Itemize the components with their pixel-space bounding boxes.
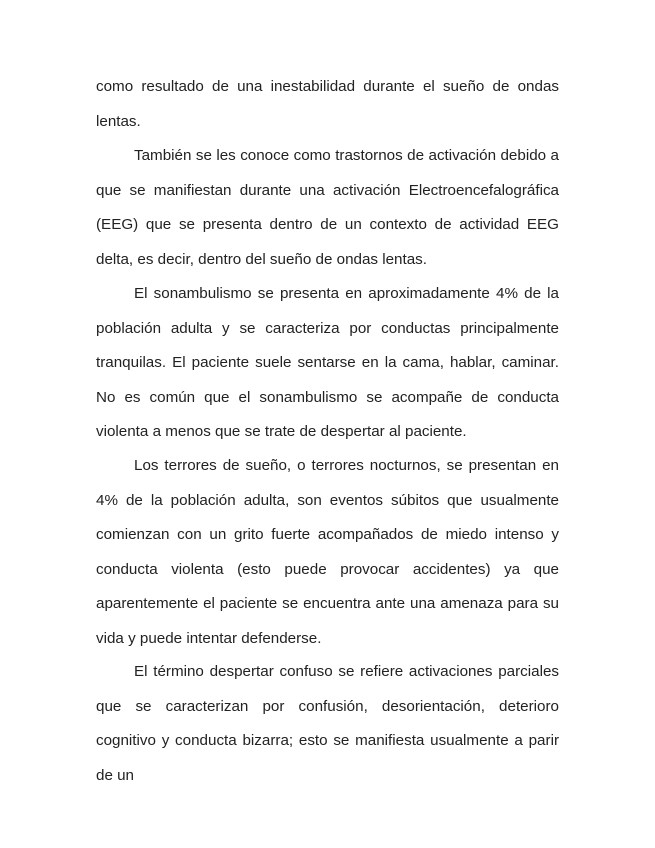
paragraph-arousal-disorders: También se les conoce como trastornos de activación debido a que se manifiestan durante una activación Electroencefalográfica (EEG) que se presenta dentro de un contexto de actividad EEG delta, es decir, dentro del sueño de ondas lentas.: [96, 147, 559, 268]
paragraph-night-terrors: Los terrores de sueño, o terrores nocturnos, se presentan en 4% de la población adulta, son eventos súbitos que usualmente comienzan con un grito fuerte acompañados de miedo intenso y conducta violenta (esto puede provocar accidentes) ya que aparentemente el paciente se encuentra ante una amenaza para su vida y puede intentar defenderse.: [96, 457, 559, 647]
paragraph-confusional-arousal: El término despertar confuso se refiere activaciones parciales que se caracterizan por confusión, desorientación, deterioro cognitivo y conducta bizarra; esto se manifiesta usualmente a parir de un: [96, 663, 559, 784]
document-page: [96, 0, 559, 848]
paragraph-continuation: como resultado de una inestabilidad durante el sueño de ondas lentas.: [96, 78, 559, 130]
paragraph-sleepwalking: El sonambulismo se presenta en aproximadamente 4% de la población adulta y se caracteriza por conductas principalmente tranquilas. El paciente suele sentarse en la cama, hablar, caminar. No es común que el sonambulismo se acompañe de conducta violenta a menos que se trate de despertar al paciente.: [96, 285, 559, 440]
